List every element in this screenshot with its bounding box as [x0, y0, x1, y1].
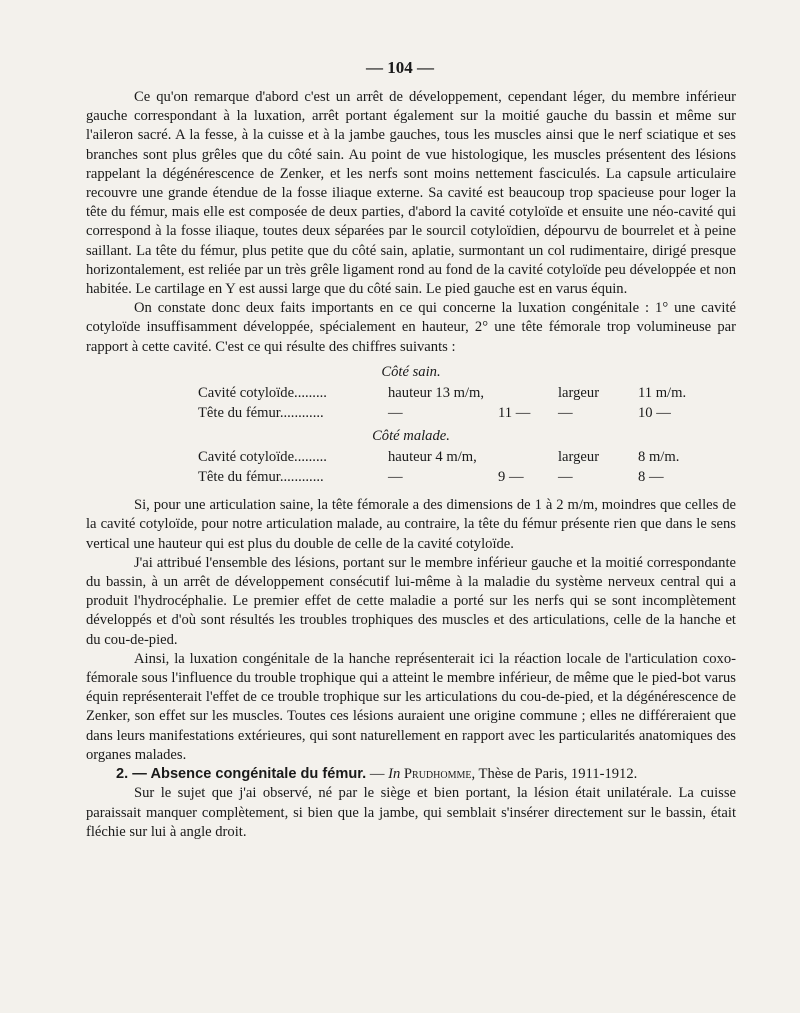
paragraph: On constate donc deux faits importants en ce qui concerne la luxation congénitale : 1° une cavité cotyloïde insuffisamment développée, spécialement en hauteur, 2° une tête fémorale trop volumineuse par rapport à cette cavité. C'est ce qui résulte des chiffres suivants : — [86, 300, 736, 355]
row-label: Cavité cotyloïde......... — [198, 449, 327, 466]
paragraph: Ainsi, la luxation congénitale de la hanche représenterait ici la réaction locale de l'articulation coxo-fémorale sous l'influence du trouble trophique qui a atteint le membre inférieur, de même que le pied-bot varus équin représenterait l'effet de ce trouble trophique sur les articulations du cou-de-pied, et la dégénérescence de Zenker, son effet sur les muscles. Toutes ces lésions auraient une origine commune ; elles ne différeraient que dans leurs manifestations extérieures, qui sont naturellement en rapport avec les particularités anatomiques des organes malades. — [86, 650, 736, 763]
row-cell: hauteur 4 m/m, — [388, 449, 477, 466]
table-heading-sain: Côté sain. — [381, 363, 441, 380]
section-author: Prudhomme — [403, 766, 472, 783]
row-cell: 11 m/m. — [638, 385, 687, 402]
row-label: Tête du fémur............ — [198, 469, 324, 486]
section-number: 2. — — [116, 766, 147, 783]
row-cell: — — [388, 405, 403, 422]
row-cell: 10 — — [638, 405, 671, 422]
row-cell: hauteur 13 m/m, — [388, 385, 485, 402]
section-heading — [86, 765, 736, 784]
table-heading-malade: Côté malade. — [372, 428, 450, 445]
row-cell: — — [558, 405, 573, 422]
row-cell — [498, 384, 558, 404]
row-cell: largeur — [558, 385, 600, 402]
table-row — [86, 384, 736, 404]
row-label: Tête du fémur............ — [198, 405, 324, 422]
row-label: Cavité cotyloïde......... — [198, 385, 327, 402]
section-dash: — — [366, 766, 389, 783]
measurements-table — [86, 363, 736, 488]
row-cell: — — [558, 469, 573, 486]
section-in: In — [388, 766, 401, 783]
body-text — [86, 88, 736, 842]
row-cell: 8 m/m. — [638, 449, 680, 466]
paragraph: Si, pour une articulation saine, la tête fémorale a des dimensions de 1 à 2 m/m, moindres que celles de la cavité cotyloïde, pour notre articulation malade, au contraire, la tête du fémur présente rien que dans le sens vertical une hauteur qui est plus du double de celle de la cavité cotyloïde. — [86, 497, 736, 552]
table-row — [86, 468, 736, 488]
paragraph: J'ai attribué l'ensemble des lésions, portant sur le membre inférieur gauche et la moitié correspondante du bassin, à un arrêt de développement consécutif lui-même à la maladie du système nerveux central qui a produit l'hydrocéphalie. Le premier effet de cette maladie a porté sur les nerfs qui se sont incomplètement développés et d'où sont résultés les troubles trophiques des muscles et des articulations, celle de la hanche et du cou-de-pied. — [86, 554, 736, 648]
table-row — [86, 404, 736, 424]
page-number: — 104 — — [366, 58, 434, 77]
paragraph: Ce qu'on remarque d'abord c'est un arrêt de développement, cependant léger, du membre inférieur gauche correspondant à la luxation, arrêt portant également sur la moitié gauche du bassin et même sur l'aileron sacré. A la fesse, à la cuisse et à la jambe gauches, tous les muscles ainsi que le nerf sciatique et ses branches sont plus grêles que du côté sain. Au point de vue histologique, les muscles présentent des lésions rappelant la dégénérescence de Zenker, et les nerfs sont moins nettement fasciculés. La capsule articulaire recouvre une grande étendue de la fosse iliaque externe. Sa cavité est beaucoup trop spacieuse pour loger la tête du fémur, mais elle est composée de deux parties, d'abord la cavité cotyloïde et ensuite une néo-cavité qui correspond à la fosse iliaque, toutes deux séparées par le sourcil cotyloïdien, dépourvu de bourrelet et à peine saillant. La tête du fémur, plus petite que du côté sain, aplatie, surmontant un col rudimentaire, dirigé presque horizontalement, est reliée par un très grêle ligament rond au fond de la cavité cotyloïde peu développée et non habitée. Le cartilage en Y est aussi large que du côté sain. Le pied gauche est en varus équin. — [86, 89, 736, 298]
row-cell: 11 — — [498, 405, 531, 422]
section-title: Absence congénitale du fémur. — [150, 766, 367, 783]
table-row — [86, 448, 736, 468]
row-cell — [498, 448, 558, 468]
row-cell: 8 — — [638, 469, 664, 486]
paragraph: Sur le sujet que j'ai observé, né par le siège et bien portant, la lésion était unilatérale. La cuisse paraissait manquer complètement, si bien que la jambe, qui semblait s'insérer directement sur le bassin, était fléchie sur lui à angle droit. — [86, 785, 736, 840]
row-cell: largeur — [558, 449, 600, 466]
section-source: , Thèse de Paris, 1911-1912. — [471, 766, 638, 783]
row-cell: 9 — — [498, 469, 524, 486]
row-cell: — — [388, 469, 403, 486]
